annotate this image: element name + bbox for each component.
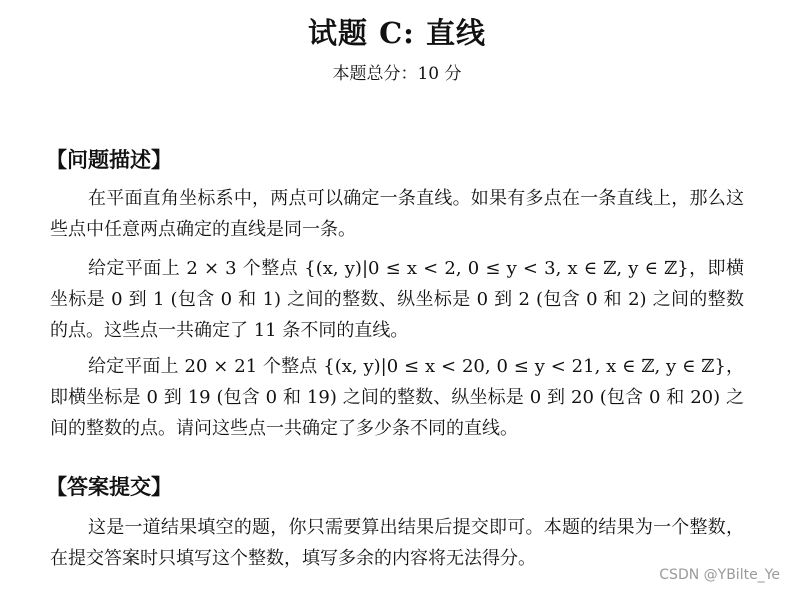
csdn-watermark: CSDN @YBilte_Ye xyxy=(659,567,780,583)
score-line: 本题总分：10 分 xyxy=(332,64,462,84)
page-title: 试题 C: 直线 xyxy=(308,16,486,50)
answer-paragraph-1: 这是一道结果填空的题，你只需要算出结果后提交即可。本题的结果为一个整数，在提交答案时只填写这个整数，填写多余的内容将无法得分。 xyxy=(50,517,744,569)
answer-submission-heading: 【答案提交】 xyxy=(46,475,172,499)
problem-description-heading: 【问题描述】 xyxy=(46,148,172,172)
problem-paragraph-1: 在平面直角坐标系中，两点可以确定一条直线。如果有多点在一条直线上，那么这些点中任意两点确定的直线是同一条。 xyxy=(50,188,744,240)
problem-paragraph-2: 给定平面上 2 × 3 个整点 {(x, y)|0 ≤ x < 2, 0 ≤ y < 3, x ∈ ℤ, y ∈ ℤ}，即横坐标是 0 到 1 (包含 0 和 1) 之间的整数、纵坐标是 0 到 2 (包含 0 和 2) 之间的整数的点。这些点一共确定了 11 条不同的直线。 xyxy=(50,258,744,341)
problem-paragraph-3: 给定平面上 20 × 21 个整点 {(x, y)|0 ≤ x < 20, 0 ≤ y < 21, x ∈ ℤ, y ∈ ℤ}，即横坐标是 0 到 19 (包含 0 和 19) 之间的整数、纵坐标是 0 到 20 (包含 0 和 20) 之间的整数的点。请问这些点一共确定了多少条不同的直线。 xyxy=(50,356,744,439)
